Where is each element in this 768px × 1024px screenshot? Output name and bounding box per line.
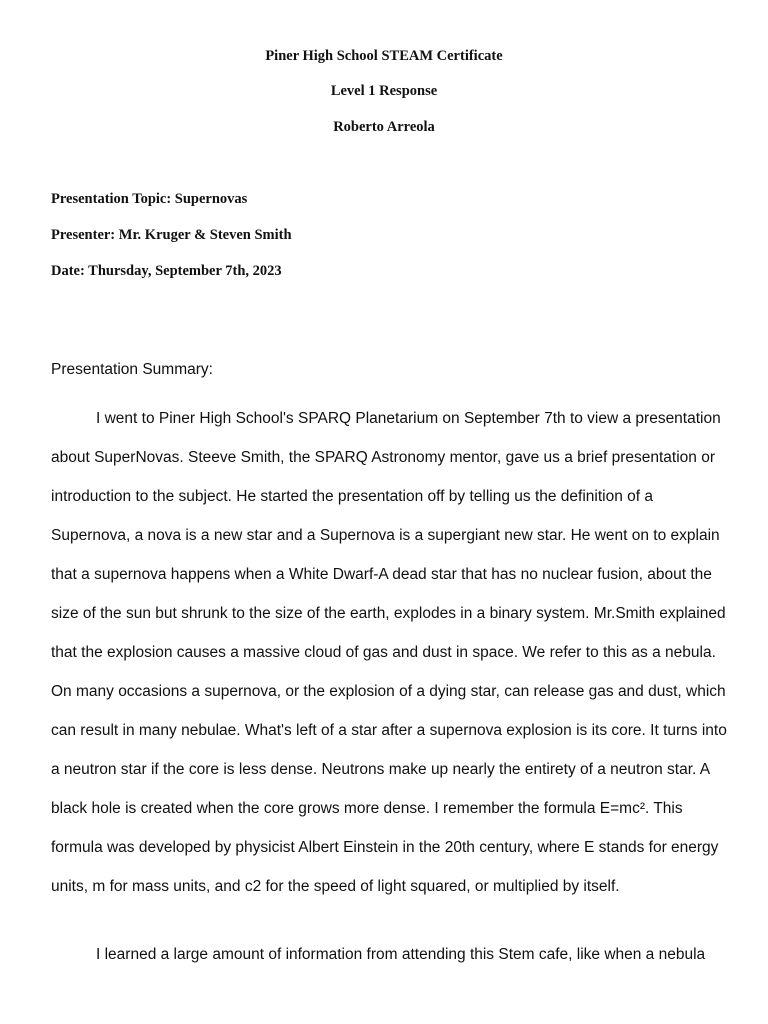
paragraph-line: I went to Piner High School's SPARQ Planetarium on September 7th to view a presentation xyxy=(96,410,721,427)
document-level: Level 1 Response xyxy=(330,83,438,99)
document-author: Roberto Arreola xyxy=(333,119,435,135)
paragraph-line: formula was developed by physicist Albert Einstein in the 20th century, where E stands for energy xyxy=(51,839,719,856)
paragraph-line: introduction to the subject. He started the presentation off by telling us the definition of a xyxy=(51,488,654,505)
paragraph-line: size of the sun but shrunk to the size of the earth, explodes in a binary system. Mr.Smith explained xyxy=(51,605,726,622)
paragraph-line: that the explosion causes a massive cloud of gas and dust in space. We refer to this as a nebula. xyxy=(51,644,716,661)
paragraph-line: can result in many nebulae. What's left of a star after a supernova explosion is its core. It turns into xyxy=(51,722,727,739)
paragraph-line: that a supernova happens when a White Dwarf-A dead star that has no nuclear fusion, about the xyxy=(51,566,712,583)
paragraph-line: a neutron star if the core is less dense. Neutrons make up nearly the entirety of a neutron star. A xyxy=(51,761,711,778)
paragraph-line: Supernova, a nova is a new star and a Supernova is a supergiant new star. He went on to explain xyxy=(51,527,720,544)
date-line: Date: Thursday, September 7th, 2023 xyxy=(51,263,282,279)
paragraph-line: On many occasions a supernova, or the explosion of a dying star, can release gas and dust, which xyxy=(51,683,726,700)
presentation-topic: Presentation Topic: Supernovas xyxy=(51,191,248,207)
document-title: Piner High School STEAM Certificate xyxy=(265,48,503,64)
summary-heading: Presentation Summary: xyxy=(51,361,213,378)
presenter-line: Presenter: Mr. Kruger & Steven Smith xyxy=(51,227,292,243)
paragraph-line: units, m for mass units, and c2 for the speed of light squared, or multiplied by itself. xyxy=(51,878,620,895)
paragraph-line: about SuperNovas. Steeve Smith, the SPARQ Astronomy mentor, gave us a brief presentation or xyxy=(51,449,715,466)
paragraph-line: black hole is created when the core grows more dense. I remember the formula E=mc². This xyxy=(51,800,683,817)
paragraph-line: I learned a large amount of information from attending this Stem cafe, like when a nebula xyxy=(96,946,706,963)
